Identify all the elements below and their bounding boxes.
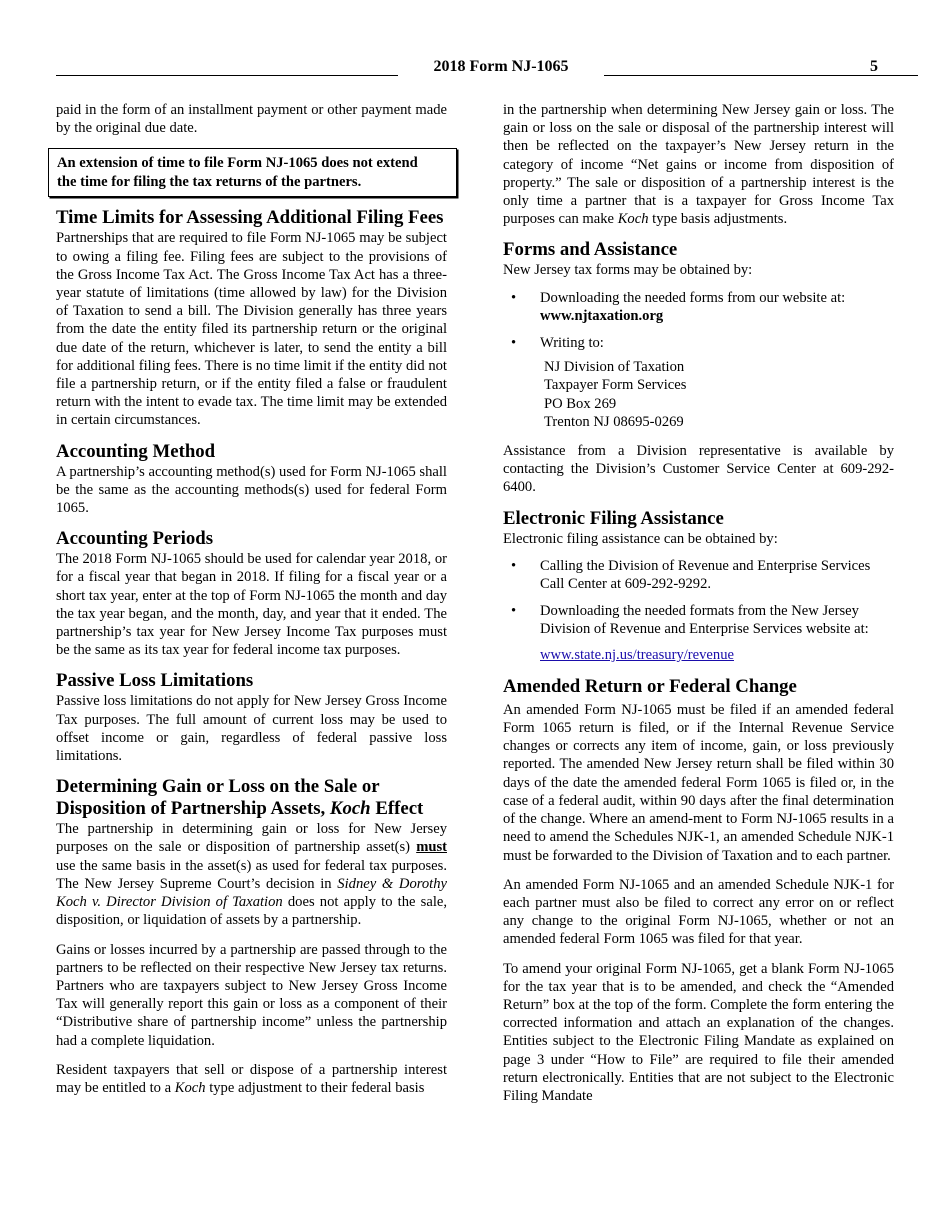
gain-paragraph-2: Gains or losses incurred by a partnership are passed through to the partners to be reflected on their respective New Jersey tax returns. Partners who are taxpayers subject to New Jersey Gross Income Tax will generally report this gain or loss as a component of their “Distributive share of partnership income” unless the partnership had a complete liquidation. — [56, 941, 447, 1049]
accounting-method-heading: Accounting Method — [56, 440, 216, 462]
gain-p1-text-b: use the same basis in the asset(s) as used for federal tax purposes. The New Jersey Supreme Court’s decision in — [56, 857, 447, 892]
amended-paragraph-1: An amended Form NJ-1065 must be filed if an amended federal Form 1065 return is filed, or if the Internal Revenue Service changes or corrects any item of income, gain, or loss previously reported. The amended New Jersey return shall be filed within 30 days of the date the amended federal Form 1065 is filed or, in the case of a federal audit, within 90 days after the final determination of the change. Where an amend-ment to Form NJ-1065 results in a need to amend the Schedules NJK-1, an amended Schedule NJK-1 must be forwarded to the Division of Taxation and to each partner. — [503, 701, 894, 864]
accounting-method-body: A partnership’s accounting method(s) used for Form NJ-1065 shall be the same as the accounting methods(s) used for federal Form 1065. — [56, 463, 447, 517]
right-column — [503, 101, 894, 1105]
extension-notice-box — [48, 148, 457, 197]
revenue-website-link[interactable]: www.state.nj.us/treasury/revenue — [540, 646, 734, 663]
left-column — [56, 101, 447, 1097]
assistance-body: Assistance from a Division representative is available by contacting the Division’s Customer Service Center at 609-292-6400. — [503, 443, 894, 496]
header-title: 2018 Form NJ-1065 — [433, 58, 569, 75]
passive-loss-body: Passive loss limitations do not apply for New Jersey Gross Income Tax purposes. The full amount of current loss may be used to offset income or gain, regardless of federal passive loss limitations. — [56, 693, 447, 765]
address-line: PO Box 269 — [544, 395, 617, 412]
header-rule-left — [56, 75, 398, 76]
forms-intro: New Jersey tax forms may be obtained by: — [503, 262, 753, 279]
amended-paragraph-3: To amend your original Form NJ-1065, get a blank Form NJ-1065 for the tax year that is to be amended, and check the “Amended Return” box at the top of the form. Complete the form entering the corrected information and attach an explanation of the changes. Entities subject to the Electronic Filing Mandate as explained on page 3 under “How to File” are required to file their amended return electronically. Entities that are not subject to the Electronic Filing Mandate — [503, 960, 894, 1104]
gain-p1-text-c: does not apply to the sale, disposition, or liquidation of assets by a partnership. — [56, 894, 447, 929]
gain-paragraph-3 — [56, 1061, 447, 1097]
gain-heading-line2b: Effect — [370, 798, 424, 820]
address-line: Taxpayer Form Services — [544, 377, 687, 394]
koch-case-name: Sidney & Dorothy Koch v. Director Division of Taxation — [56, 875, 448, 911]
intro-paragraph: paid in the form of an installment payment or other payment made by the original due date. — [56, 102, 447, 137]
mailing-address — [544, 358, 894, 431]
notice-line-2: the time for filing the tax returns of the partners. — [57, 173, 362, 190]
time-limits-heading: Time Limits for Assessing Additional Filing Fees — [56, 207, 444, 229]
forms-bullet-list — [503, 289, 894, 353]
amended-paragraph-2: An amended Form NJ-1065 and an amended Schedule NJK-1 for each partner must also be filed to correct any error on or reflect any change to the original Form NJ-1065, whether or not an amended federal Form 1065 was filed for that year. — [503, 876, 894, 948]
efile-bullet-list — [503, 557, 894, 639]
accounting-periods-body: The 2018 Form NJ-1065 should be used for calendar year 2018, or for a fiscal year that began in 2018. If filing for a fiscal year or a short tax year, enter at the top of Form NJ-1065 the month and day the tax year began, and the month, day, and year that it ended. The partnership’s tax year for New Jersey Income Tax purposes must be the same as its tax year for federal income tax purposes. — [56, 551, 447, 659]
gain-p1-text-a: The partnership in determining gain or loss for New Jersey purposes on the sale or disposition of partnership asset(s) — [56, 821, 447, 856]
gain-heading-line2a: Disposition of Partnership Assets, — [56, 798, 330, 820]
gain-loss-heading — [56, 776, 447, 820]
time-limits-body: Partnerships that are required to file Form NJ-1065 may be subject to owing a filing fee. Filing fees are subject to the provisions of the Gross Income Tax Act. The Gross Income Tax Act has a three-year statute of limitations (time allowed by law) for the Division of Taxation to send a bill. The Division generally has three years from the date the entity filed its partnership return or the original due date of the return, whichever is later, to send the entity a bill for additional filing fees. There is no time limit if the entity did not file a partnership return, or if the entity filed a false or fraudulent return with the intent to evade tax. The time limit may be extended in certain circumstances. — [56, 230, 447, 429]
efile-intro: Electronic filing assistance can be obtained by: — [503, 530, 778, 547]
passive-loss-heading: Passive Loss Limitations — [56, 670, 254, 692]
page-header — [56, 58, 878, 78]
list-item — [503, 289, 894, 325]
forms-bullet-1-text: Downloading the needed forms from our website at: — [540, 289, 846, 306]
list-item — [503, 334, 894, 352]
list-item: • Calling the Division of Revenue and Enterprise Services Call Center at 609-292-9292. — [503, 557, 894, 593]
amended-return-heading: Amended Return or Federal Change — [503, 675, 797, 697]
efile-assistance-heading: Electronic Filing Assistance — [503, 507, 724, 529]
must-emphasis: must — [416, 839, 447, 856]
gain-p3-text-a: Resident taxpayers that sell or dispose of a partnership interest may be entitled to a — [56, 1061, 447, 1096]
notice-line-1: An extension of time to file Form NJ-1065 does not extend — [57, 155, 418, 172]
list-item: • Downloading the needed formats from the New Jersey Division of Revenue and Enterprise Services website at: — [503, 602, 894, 638]
gain-paragraph-1 — [56, 820, 447, 929]
page-number: 5 — [870, 58, 878, 75]
gain-p3-koch: Koch — [174, 1079, 206, 1096]
cont-koch: Koch — [617, 211, 649, 228]
cont-text-b: type basis adjustments. — [648, 211, 788, 228]
njtaxation-website[interactable]: www.njtaxation.org — [540, 307, 664, 324]
address-line: NJ Division of Taxation — [544, 359, 685, 376]
address-line: Trenton NJ 08695-0269 — [544, 413, 684, 430]
gain-heading-koch: Koch — [329, 798, 371, 820]
forms-bullet-2-text: Writing to: — [540, 335, 604, 352]
continued-paragraph — [503, 101, 894, 228]
forms-assistance-heading: Forms and Assistance — [503, 239, 678, 261]
cont-text-a: in the partnership when determining New Jersey gain or loss. The gain or loss on the sale or disposal of the partnership interest will then be reflected on the taxpayer’s New Jersey return in the category of income “Net gains or income from disposition of property.” The sale or disposition of a partnership interest is the only time a partner that is a taxpayer for Gross Income Tax purposes can make — [503, 102, 894, 228]
gain-p3-text-b: type adjustment to their federal basis — [205, 1079, 425, 1096]
accounting-periods-heading: Accounting Periods — [56, 528, 214, 550]
gain-heading-line1: Determining Gain or Loss on the Sale or — [56, 776, 380, 798]
